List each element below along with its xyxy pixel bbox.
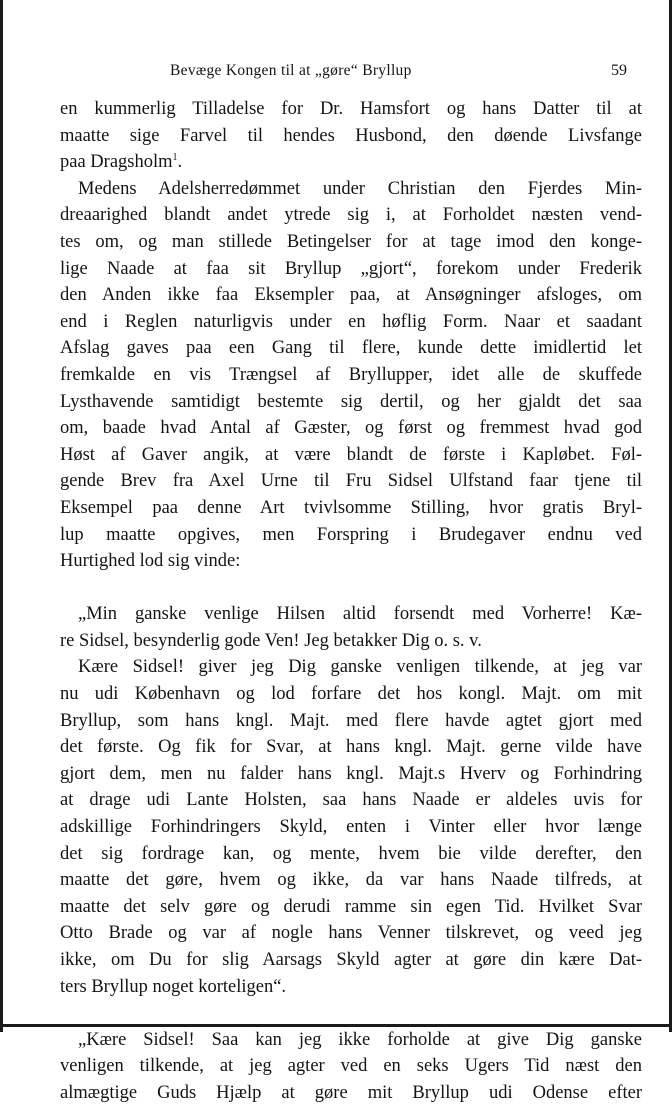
text-line: ikke, om Du for slig Aarsags Skyld agter at gøre din kære Dat- bbox=[60, 950, 642, 970]
text-line: gende Brev fra Axel Urne til Fru Sidsel Ulfstand faar tjene til bbox=[60, 471, 642, 492]
text-line: almægtige Guds Hjælp at gøre mit Bryllup udi Odense efter bbox=[60, 1082, 642, 1103]
text-line: Medens Adelsherredømmet under Christian den Fjerdes Min- bbox=[78, 178, 642, 199]
text-line: maatte sige Farvel til hendes Husbond, den døende Livsfange bbox=[60, 125, 642, 146]
text-line: re Sidsel, besynderlig gode Ven! Jeg betakker Dig o. s. v. bbox=[60, 630, 482, 651]
text-line: Eksempel paa denne Art tvivlsomme Stilling, hvor gratis Bryl- bbox=[60, 497, 642, 518]
text-line: lige Naade at faa sit Bryllup „gjort“, forekom under Frederik bbox=[60, 258, 642, 279]
text-line: venligen tilkende, at jeg agter ved en seks Ugers Tid næst den bbox=[60, 1056, 642, 1077]
text-line: Bryllup, som hans kngl. Majt. med flere havde agtet gjort med bbox=[60, 710, 642, 731]
text-line: Lysthavende samtidigt bestemte sig dertil, og her gjaldt det saa bbox=[60, 391, 642, 412]
page-number: 59 bbox=[611, 62, 627, 79]
text-line: Otto Brade og var af nogle hans Venner tilskrevet, og veed jeg bbox=[60, 923, 642, 944]
text-line: maatte det gøre, hvem og ikke, da var hans Naade tilfreds, at bbox=[60, 870, 642, 891]
text-line: gjort dem, men nu falder hans kngl. Majt.s Hverv og Forhindring bbox=[60, 763, 642, 784]
text-span: paa Dragsholm bbox=[60, 152, 173, 173]
text-line: „Min ganske venlige Hilsen altid forsendt med Vorherre! Kæ- bbox=[78, 604, 642, 625]
page-left-edge bbox=[0, 0, 3, 1032]
running-title: Bevæge Kongen til at „gøre“ Bryllup bbox=[170, 62, 412, 79]
text-line: „Kære Sidsel! Saa kan jeg ikke forholde at give Dig ganske bbox=[78, 1029, 642, 1050]
text-line: Kære Sidsel! giver jeg Dig ganske venligen tilkende, at jeg var bbox=[78, 657, 642, 678]
text-line: tes om, og man stillede Betingelser for at tage imod den konge- bbox=[60, 231, 642, 252]
text-line: maatte det selv gøre og derudi ramme sin egen Tid. Hvilket Svar bbox=[60, 896, 642, 917]
text-line: dreaarighed blandt andet ytrede sig i, at Forholdet næsten vend- bbox=[60, 205, 642, 226]
paragraph-gap bbox=[60, 1000, 642, 1027]
text-line: adskillige Forhindringers Skyld, enten i Vinter eller hvor længe bbox=[60, 817, 642, 838]
text-span: . bbox=[177, 152, 183, 173]
text-line: end i Reglen naturligvis under en høflig Form. Naar et saadant bbox=[60, 311, 642, 332]
text-line: ters Bryllup noget korteligen“. bbox=[60, 976, 287, 997]
text-line: Høst af Gaver angik, at være blandt de første i Kapløbet. Føl- bbox=[60, 444, 642, 465]
text-line: at drage udi Lante Holsten, saa hans Naade er aldeles uvis for bbox=[60, 790, 642, 811]
text-line: nu udi København og lod forfare det hos kongl. Majt. om mit bbox=[60, 684, 642, 705]
text-line: en kummerlig Tilladelse for Dr. Hamsfort og hans Datter til at bbox=[60, 99, 642, 119]
text-line: Hurtighed lod sig vinde: bbox=[60, 551, 241, 572]
text-line: det første. Og fik for Svar, at hans kngl. Majt. gerne vilde have bbox=[60, 737, 642, 758]
paragraph-gap bbox=[60, 575, 642, 602]
text-line: fremkalde en vis Trængsel af Bryllupper, idet alle de skuffede bbox=[60, 364, 642, 385]
text-line: lup maatte opgives, men Forspring i Brudegaver endnu ved bbox=[60, 524, 642, 545]
footnote-ref: 1 bbox=[172, 152, 178, 164]
text-line: om, baade hvad Antal af Gæster, og først og fremmest hvad god bbox=[60, 418, 642, 439]
text-line: den Anden ikke faa Eksempler paa, at Ansøgninger afsloges, om bbox=[60, 285, 642, 306]
text-line: det sig fordrage kan, og mente, hvem bie vilde derefter, den bbox=[60, 843, 642, 864]
text-line bbox=[60, 149, 642, 176]
running-head bbox=[60, 62, 642, 86]
body-text bbox=[60, 96, 642, 1107]
text-line: Afslag gaves paa een Gang til flere, kunde dette imidlertid let bbox=[60, 338, 642, 359]
